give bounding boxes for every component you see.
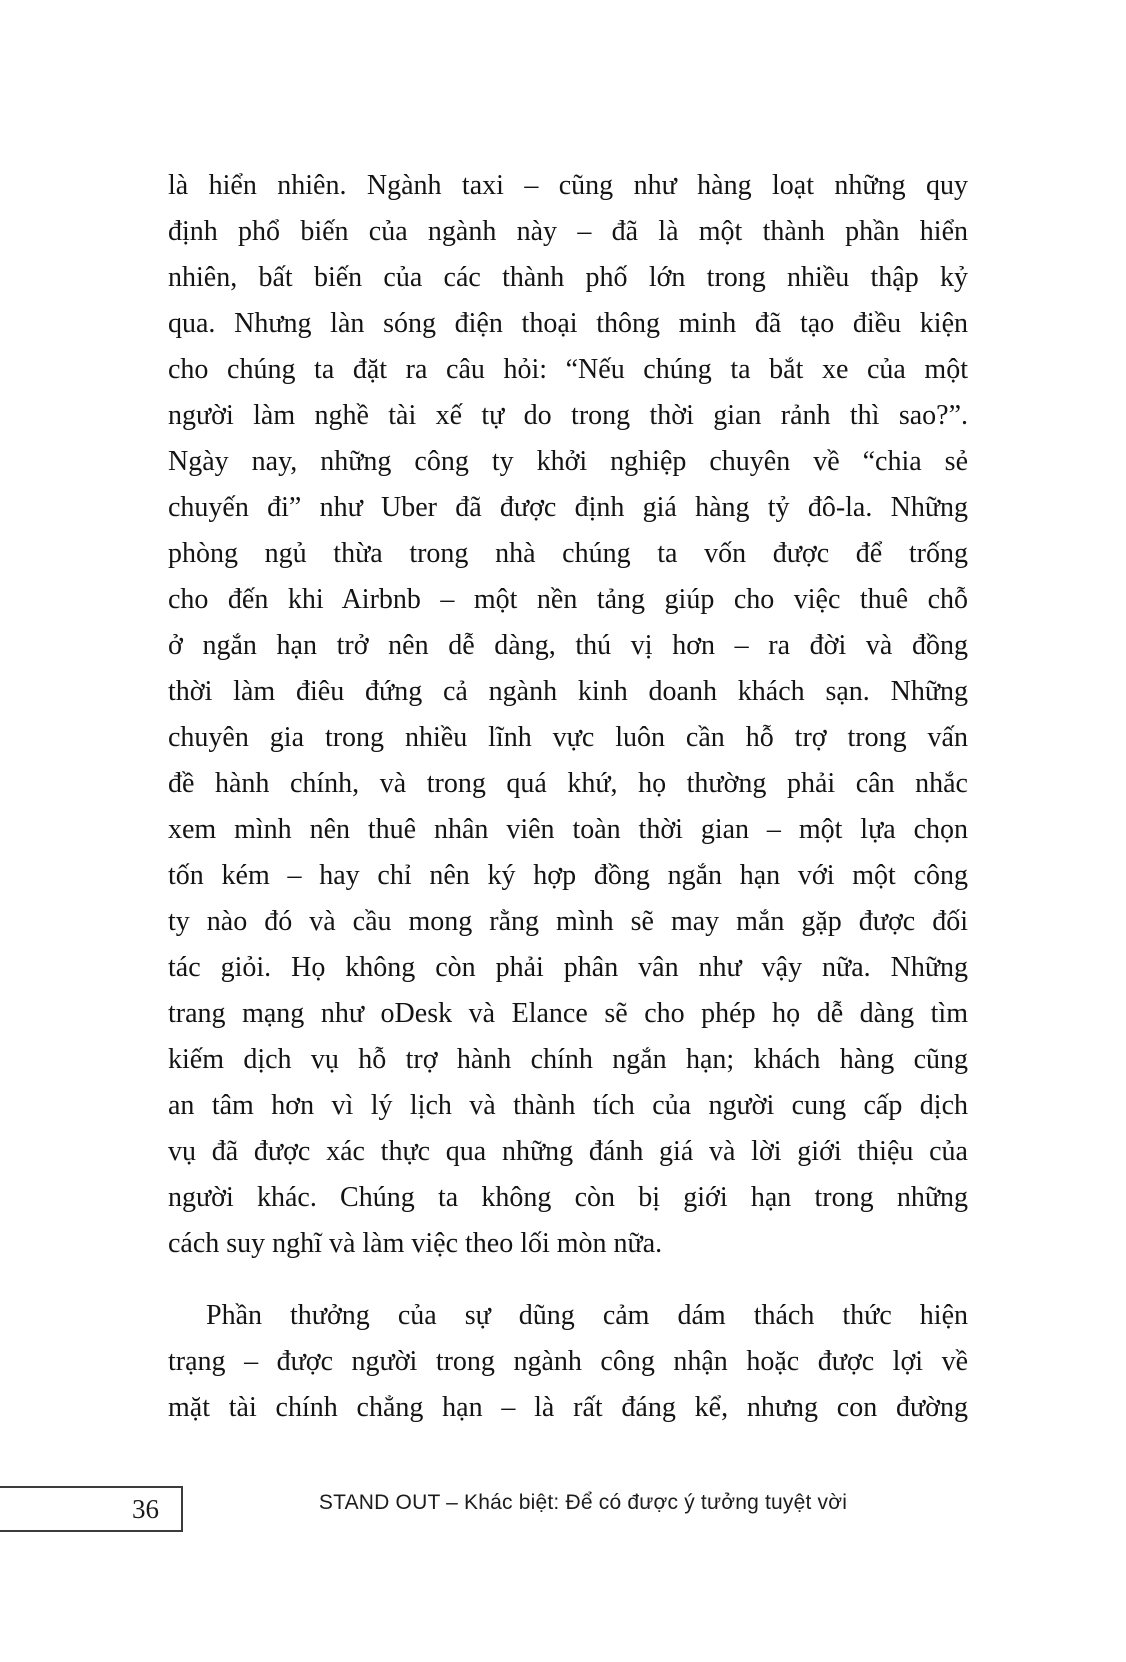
- footer-running-title: STAND OUT – Khác biệt: Để có được ý tưởng tuyệt vời: [318, 1491, 848, 1514]
- page-number-box: [0, 1486, 183, 1532]
- text-line: là hiển nhiên. Ngành taxi – cũng như hàng loạt những quy: [168, 170, 968, 201]
- text-line: phòng ngủ thừa trong nhà chúng ta vốn được để trống: [168, 538, 968, 569]
- text-line: cách suy nghĩ và làm việc theo lối mòn nữa.: [168, 1228, 663, 1259]
- text-line: tốn kém – hay chỉ nên ký hợp đồng ngắn hạn với một công: [168, 860, 968, 891]
- text-line: an tâm hơn vì lý lịch và thành tích của người cung cấp dịch: [168, 1090, 968, 1121]
- text-line: thời làm điêu đứng cả ngành kinh doanh khách sạn. Những: [168, 676, 968, 707]
- text-line: kiếm dịch vụ hỗ trợ hành chính ngắn hạn; khách hàng cũng: [168, 1044, 968, 1075]
- text-line: người khác. Chúng ta không còn bị giới hạn trong những: [168, 1182, 968, 1213]
- paragraph: [168, 163, 968, 1267]
- text-line: đề hành chính, và trong quá khứ, họ thường phải cân nhắc: [168, 768, 968, 799]
- text-line: chuyên gia trong nhiều lĩnh vực luôn cần hỗ trợ trong vấn: [168, 722, 968, 753]
- text-line: Phần thưởng của sự dũng cảm dám thách thức hiện: [206, 1300, 968, 1331]
- text-line: cho đến khi Airbnb – một nền tảng giúp cho việc thuê chỗ: [168, 584, 968, 615]
- text-line: ty nào đó và cầu mong rằng mình sẽ may mắn gặp được đối: [168, 906, 968, 937]
- text-line: định phổ biến của ngành này – đã là một thành phần hiển: [168, 216, 968, 247]
- paragraph: [168, 1293, 968, 1431]
- text-line: trang mạng như oDesk và Elance sẽ cho phép họ dễ dàng tìm: [168, 998, 968, 1029]
- text-line: chuyến đi” như Uber đã được định giá hàng tỷ đô-la. Những: [168, 492, 968, 523]
- text-line: mặt tài chính chẳng hạn – là rất đáng kể, nhưng con đường: [168, 1392, 968, 1423]
- text-line: nhiên, bất biến của các thành phố lớn trong nhiều thập kỷ: [168, 262, 968, 293]
- text-line: qua. Nhưng làn sóng điện thoại thông minh đã tạo điều kiện: [168, 308, 968, 339]
- text-line: Ngày nay, những công ty khởi nghiệp chuyên về “chia sẻ: [168, 446, 968, 477]
- text-line: xem mình nên thuê nhân viên toàn thời gian – một lựa chọn: [168, 814, 968, 845]
- text-line: ở ngắn hạn trở nên dễ dàng, thú vị hơn – ra đời và đồng: [168, 630, 968, 661]
- body-text: [168, 163, 968, 1431]
- text-line: trạng – được người trong ngành công nhận hoặc được lợi về: [168, 1346, 968, 1377]
- page-number: 36: [132, 1493, 159, 1524]
- text-line: cho chúng ta đặt ra câu hỏi: “Nếu chúng ta bắt xe của một: [168, 354, 968, 385]
- text-line: vụ đã được xác thực qua những đánh giá và lời giới thiệu của: [168, 1136, 968, 1167]
- text-line: tác giỏi. Họ không còn phải phân vân như vậy nữa. Những: [168, 952, 968, 983]
- text-line: người làm nghề tài xế tự do trong thời gian rảnh thì sao?”.: [168, 400, 968, 431]
